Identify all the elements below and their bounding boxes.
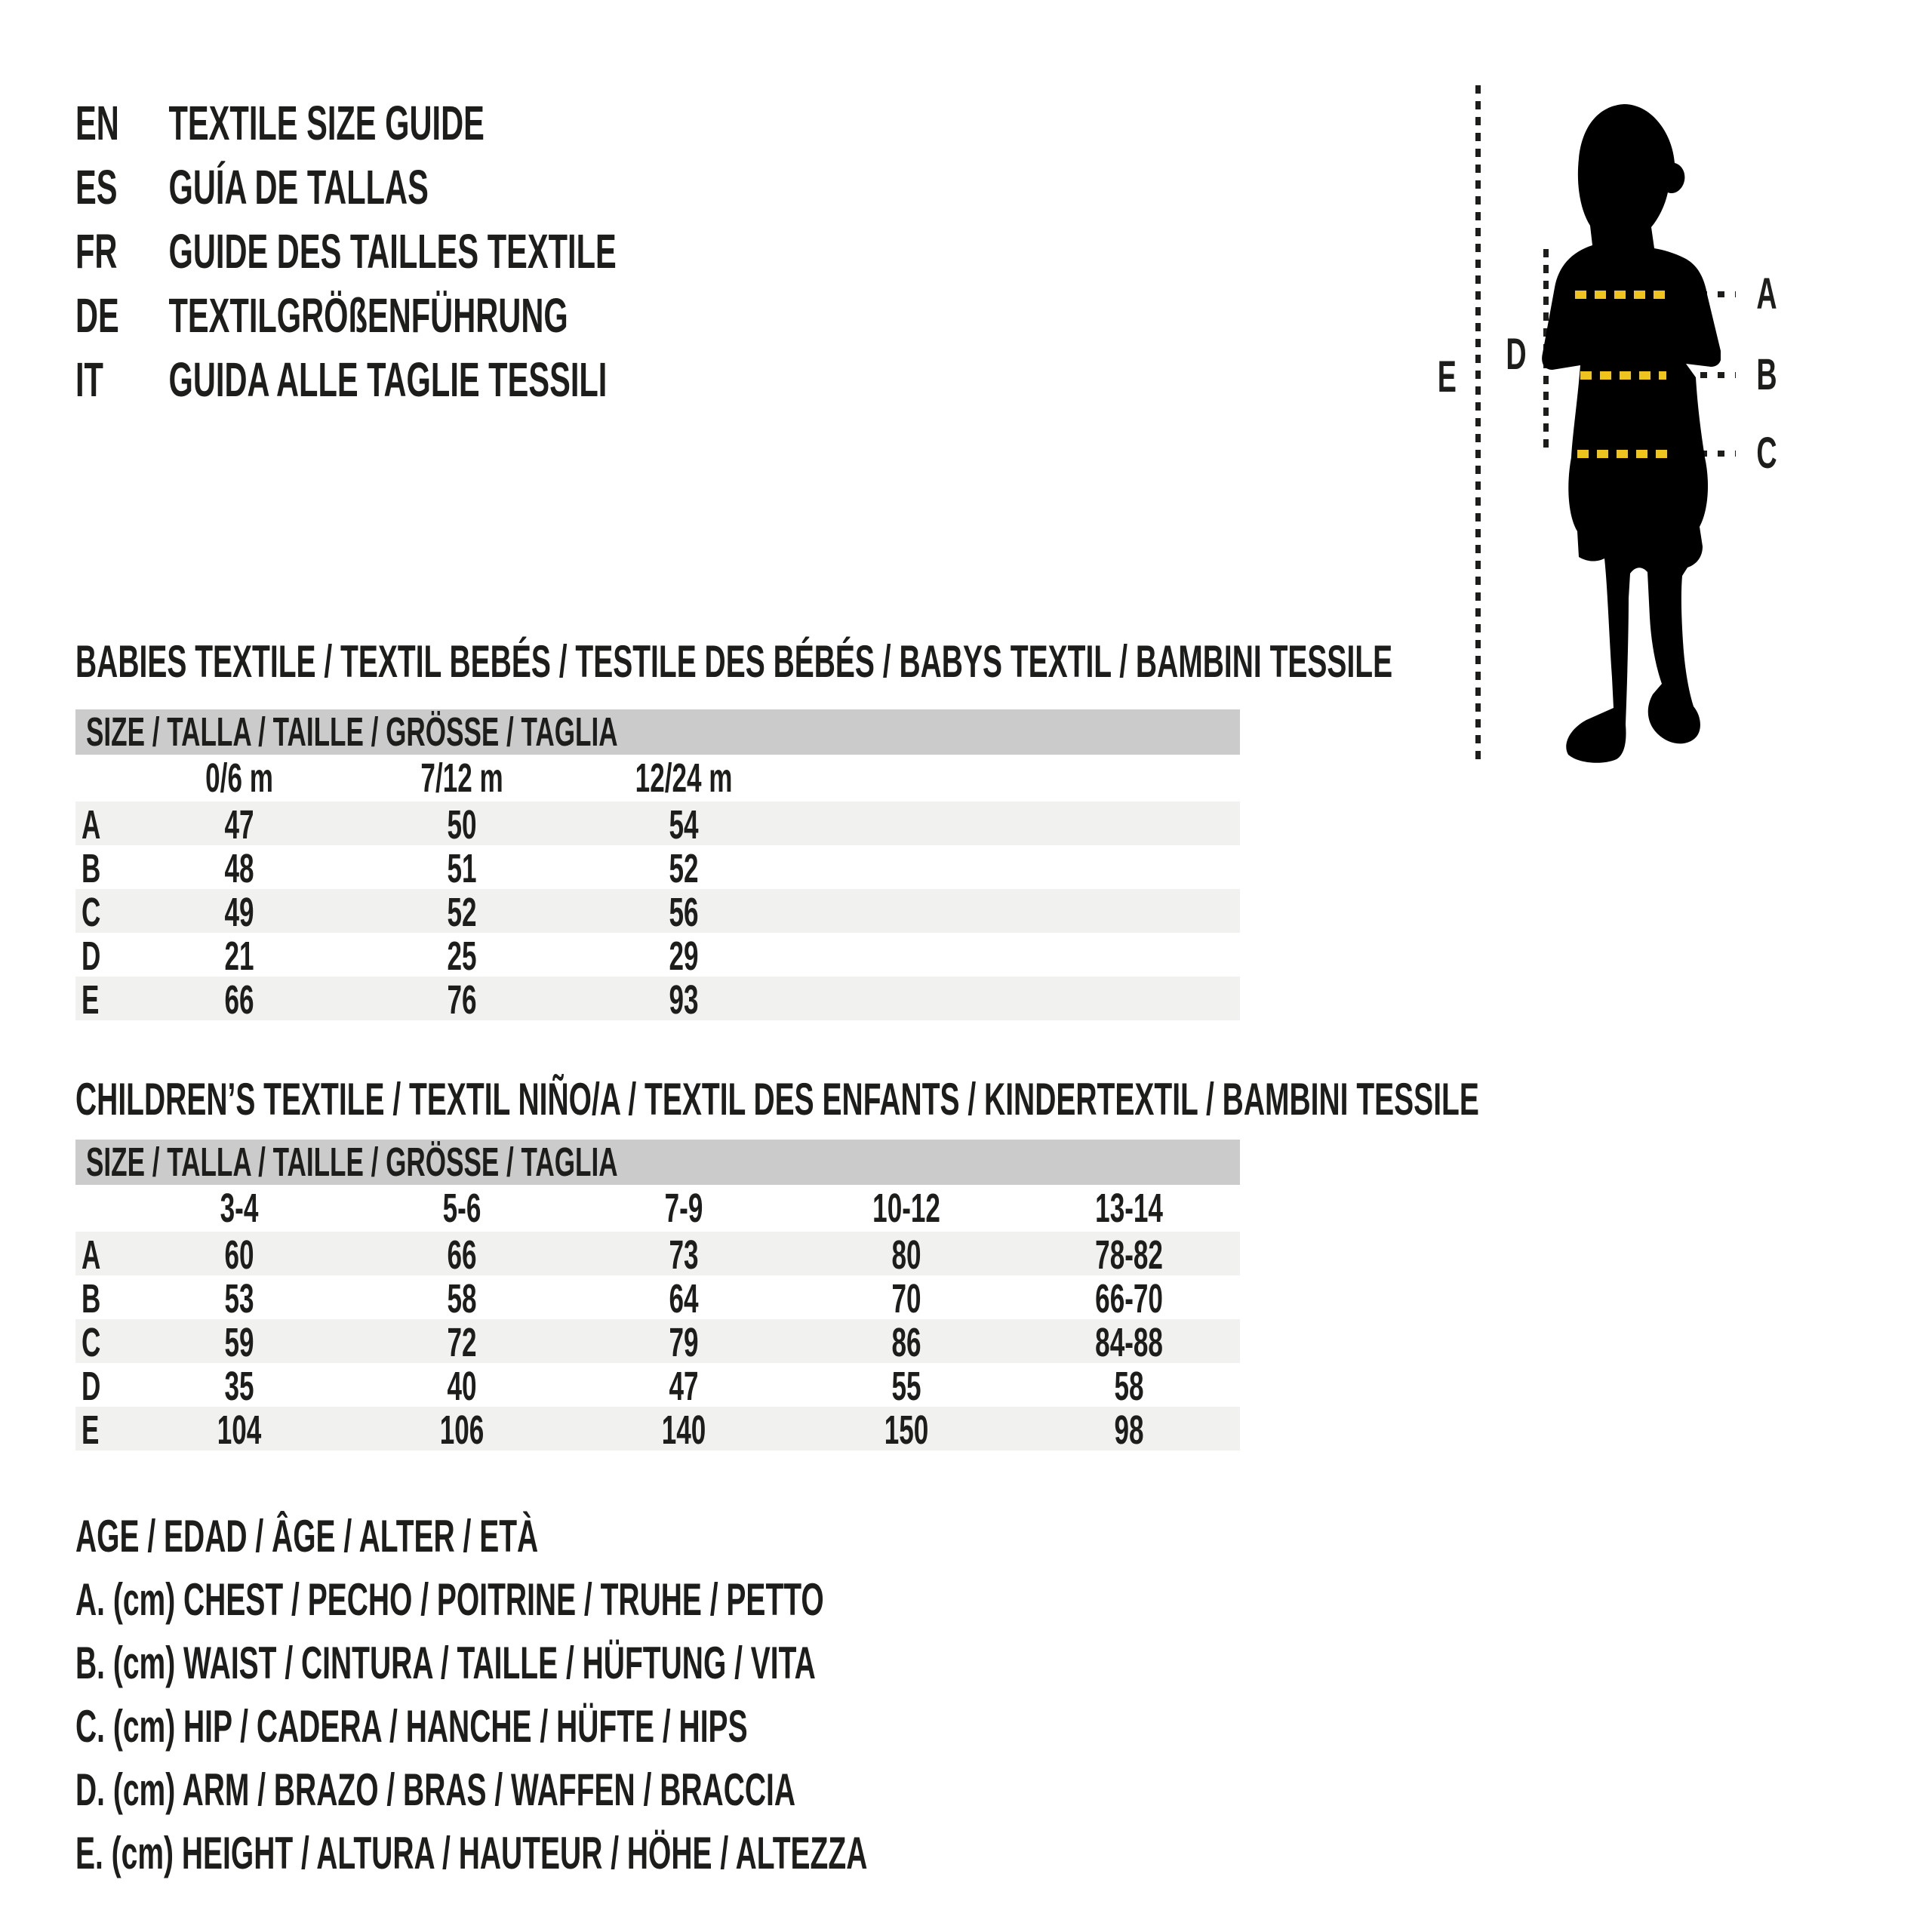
legend-chest: A. (cm) CHEST / PECHO / POITRINE / TRUHE / PETTO bbox=[75, 1574, 824, 1625]
babies-size-table bbox=[75, 709, 1240, 1023]
size-header-bar: SIZE / TALLA / TAILLE / GRÖSSE / TAGLIA bbox=[75, 1140, 1240, 1185]
measure-label-b: B bbox=[1756, 350, 1777, 399]
hip-measure-dash bbox=[1577, 450, 1672, 458]
column-header: 5-6 bbox=[442, 1186, 481, 1231]
size-value: 52 bbox=[669, 846, 700, 891]
guide-title: TEXTILGRÖßENFÜHRUNG bbox=[168, 288, 568, 343]
row-label: D bbox=[82, 934, 101, 979]
table-row bbox=[75, 1407, 1240, 1451]
size-value: 150 bbox=[884, 1407, 929, 1453]
size-value: 64 bbox=[669, 1276, 700, 1321]
size-value: 78-82 bbox=[1094, 1232, 1163, 1278]
language-code: DE bbox=[75, 288, 119, 343]
legend-age: AGE / EDAD / ÂGE / ALTER / ETÀ bbox=[75, 1511, 539, 1561]
measurement-legend bbox=[75, 1512, 1294, 1893]
size-value: 84-88 bbox=[1094, 1320, 1163, 1365]
size-header-bar: SIZE / TALLA / TAILLE / GRÖSSE / TAGLIA bbox=[75, 709, 1240, 755]
size-value: 54 bbox=[669, 802, 700, 848]
size-value: 106 bbox=[439, 1407, 485, 1453]
row-label: A bbox=[82, 1232, 101, 1278]
size-value: 72 bbox=[447, 1320, 477, 1365]
size-value: 98 bbox=[1114, 1407, 1144, 1453]
language-code: FR bbox=[75, 224, 118, 278]
size-value: 47 bbox=[224, 802, 254, 848]
size-value: 21 bbox=[224, 934, 254, 979]
size-value: 40 bbox=[447, 1364, 477, 1409]
measure-label-a: A bbox=[1756, 269, 1777, 318]
row-label: E bbox=[82, 1407, 100, 1453]
column-header: 7/12 m bbox=[420, 755, 503, 801]
row-label: C bbox=[82, 1320, 101, 1365]
table-row bbox=[75, 889, 1240, 933]
waist-measure-dash bbox=[1580, 371, 1666, 380]
size-value: 49 bbox=[224, 890, 254, 935]
legend-height: E. (cm) HEIGHT / ALTURA / HAUTEUR / HÖHE / ALTEZZA bbox=[75, 1828, 868, 1878]
children-column-headers bbox=[75, 1185, 1240, 1232]
legend-arm: D. (cm) ARM / BRAZO / BRAS / WAFFEN / BRACCIA bbox=[75, 1764, 796, 1815]
column-header: 10-12 bbox=[872, 1186, 940, 1231]
chest-measure-dash bbox=[1575, 291, 1670, 299]
size-value: 29 bbox=[669, 934, 700, 979]
measure-label-e: E bbox=[1437, 352, 1457, 401]
size-value: 66 bbox=[224, 977, 254, 1023]
size-value: 47 bbox=[669, 1364, 700, 1409]
size-value: 140 bbox=[662, 1407, 706, 1453]
child-silhouette-image bbox=[1540, 104, 1721, 764]
language-row bbox=[75, 348, 908, 412]
size-value: 52 bbox=[447, 890, 477, 935]
column-header: 3-4 bbox=[220, 1186, 259, 1231]
size-value: 76 bbox=[447, 977, 477, 1023]
size-value: 55 bbox=[891, 1364, 921, 1409]
table-row bbox=[75, 977, 1240, 1023]
language-code: IT bbox=[75, 352, 103, 407]
babies-section-heading: BABIES TEXTILE / TEXTIL BEBÉS / TESTILE DES BÉBÉS / BABYS TEXTIL / BAMBINI TESSILE bbox=[75, 636, 1393, 687]
size-value: 56 bbox=[669, 890, 700, 935]
size-value: 80 bbox=[891, 1232, 921, 1278]
table-row bbox=[75, 1232, 1240, 1278]
row-label: B bbox=[82, 1276, 101, 1321]
size-value: 93 bbox=[669, 977, 700, 1023]
language-row bbox=[75, 91, 908, 155]
language-title-list bbox=[75, 91, 908, 412]
row-label: E bbox=[82, 977, 100, 1023]
size-value: 60 bbox=[224, 1232, 254, 1278]
row-label: D bbox=[82, 1364, 101, 1409]
language-row bbox=[75, 284, 908, 348]
size-value: 48 bbox=[224, 846, 254, 891]
babies-column-headers bbox=[75, 755, 1240, 801]
language-code: ES bbox=[75, 160, 118, 214]
table-row bbox=[75, 801, 1240, 848]
size-value: 73 bbox=[669, 1232, 700, 1278]
measurement-figure bbox=[1426, 75, 1909, 815]
column-header: 7-9 bbox=[665, 1186, 703, 1231]
row-label: C bbox=[82, 890, 101, 935]
guide-title: GUIDA ALLE TAGLIE TESSILI bbox=[168, 352, 608, 407]
column-header: 13-14 bbox=[1094, 1186, 1163, 1231]
size-value: 59 bbox=[224, 1320, 254, 1365]
size-value: 79 bbox=[669, 1320, 700, 1365]
language-row bbox=[75, 155, 908, 220]
size-value: 25 bbox=[447, 934, 477, 979]
table-row bbox=[75, 1363, 1240, 1407]
measure-label-c: C bbox=[1756, 429, 1777, 478]
size-value: 66 bbox=[447, 1232, 477, 1278]
table-row bbox=[75, 1319, 1240, 1363]
size-value: 53 bbox=[224, 1276, 254, 1321]
language-code: EN bbox=[75, 96, 119, 150]
children-section-heading: CHILDREN’S TEXTILE / TEXTIL NIÑO/A / TEXTIL DES ENFANTS / KINDERTEXTIL / BAMBINI TESSILE bbox=[75, 1074, 1479, 1124]
children-size-table bbox=[75, 1140, 1240, 1451]
row-label: A bbox=[82, 802, 101, 848]
column-header: 0/6 m bbox=[205, 755, 274, 801]
measure-label-d: D bbox=[1506, 330, 1527, 379]
size-value: 104 bbox=[217, 1407, 262, 1453]
size-value: 66-70 bbox=[1094, 1276, 1163, 1321]
size-value: 58 bbox=[1114, 1364, 1144, 1409]
column-header: 12/24 m bbox=[635, 755, 733, 801]
row-label: B bbox=[82, 846, 101, 891]
size-value: 50 bbox=[447, 802, 477, 848]
guide-title: GUIDE DES TAILLES TEXTILE bbox=[168, 224, 617, 278]
legend-waist: B. (cm) WAIST / CINTURA / TAILLE / HÜFTUNG / VITA bbox=[75, 1638, 816, 1688]
table-row bbox=[75, 1275, 1240, 1319]
guide-title: TEXTILE SIZE GUIDE bbox=[168, 96, 485, 150]
table-row bbox=[75, 845, 1240, 889]
size-value: 58 bbox=[447, 1276, 477, 1321]
size-value: 70 bbox=[891, 1276, 921, 1321]
size-value: 51 bbox=[447, 846, 477, 891]
legend-hip: C. (cm) HIP / CADERA / HANCHE / HÜFTE / HIPS bbox=[75, 1701, 748, 1752]
language-row bbox=[75, 220, 908, 284]
size-value: 35 bbox=[224, 1364, 254, 1409]
table-row bbox=[75, 933, 1240, 977]
guide-title: GUÍA DE TALLAS bbox=[168, 160, 429, 214]
size-value: 86 bbox=[891, 1320, 921, 1365]
